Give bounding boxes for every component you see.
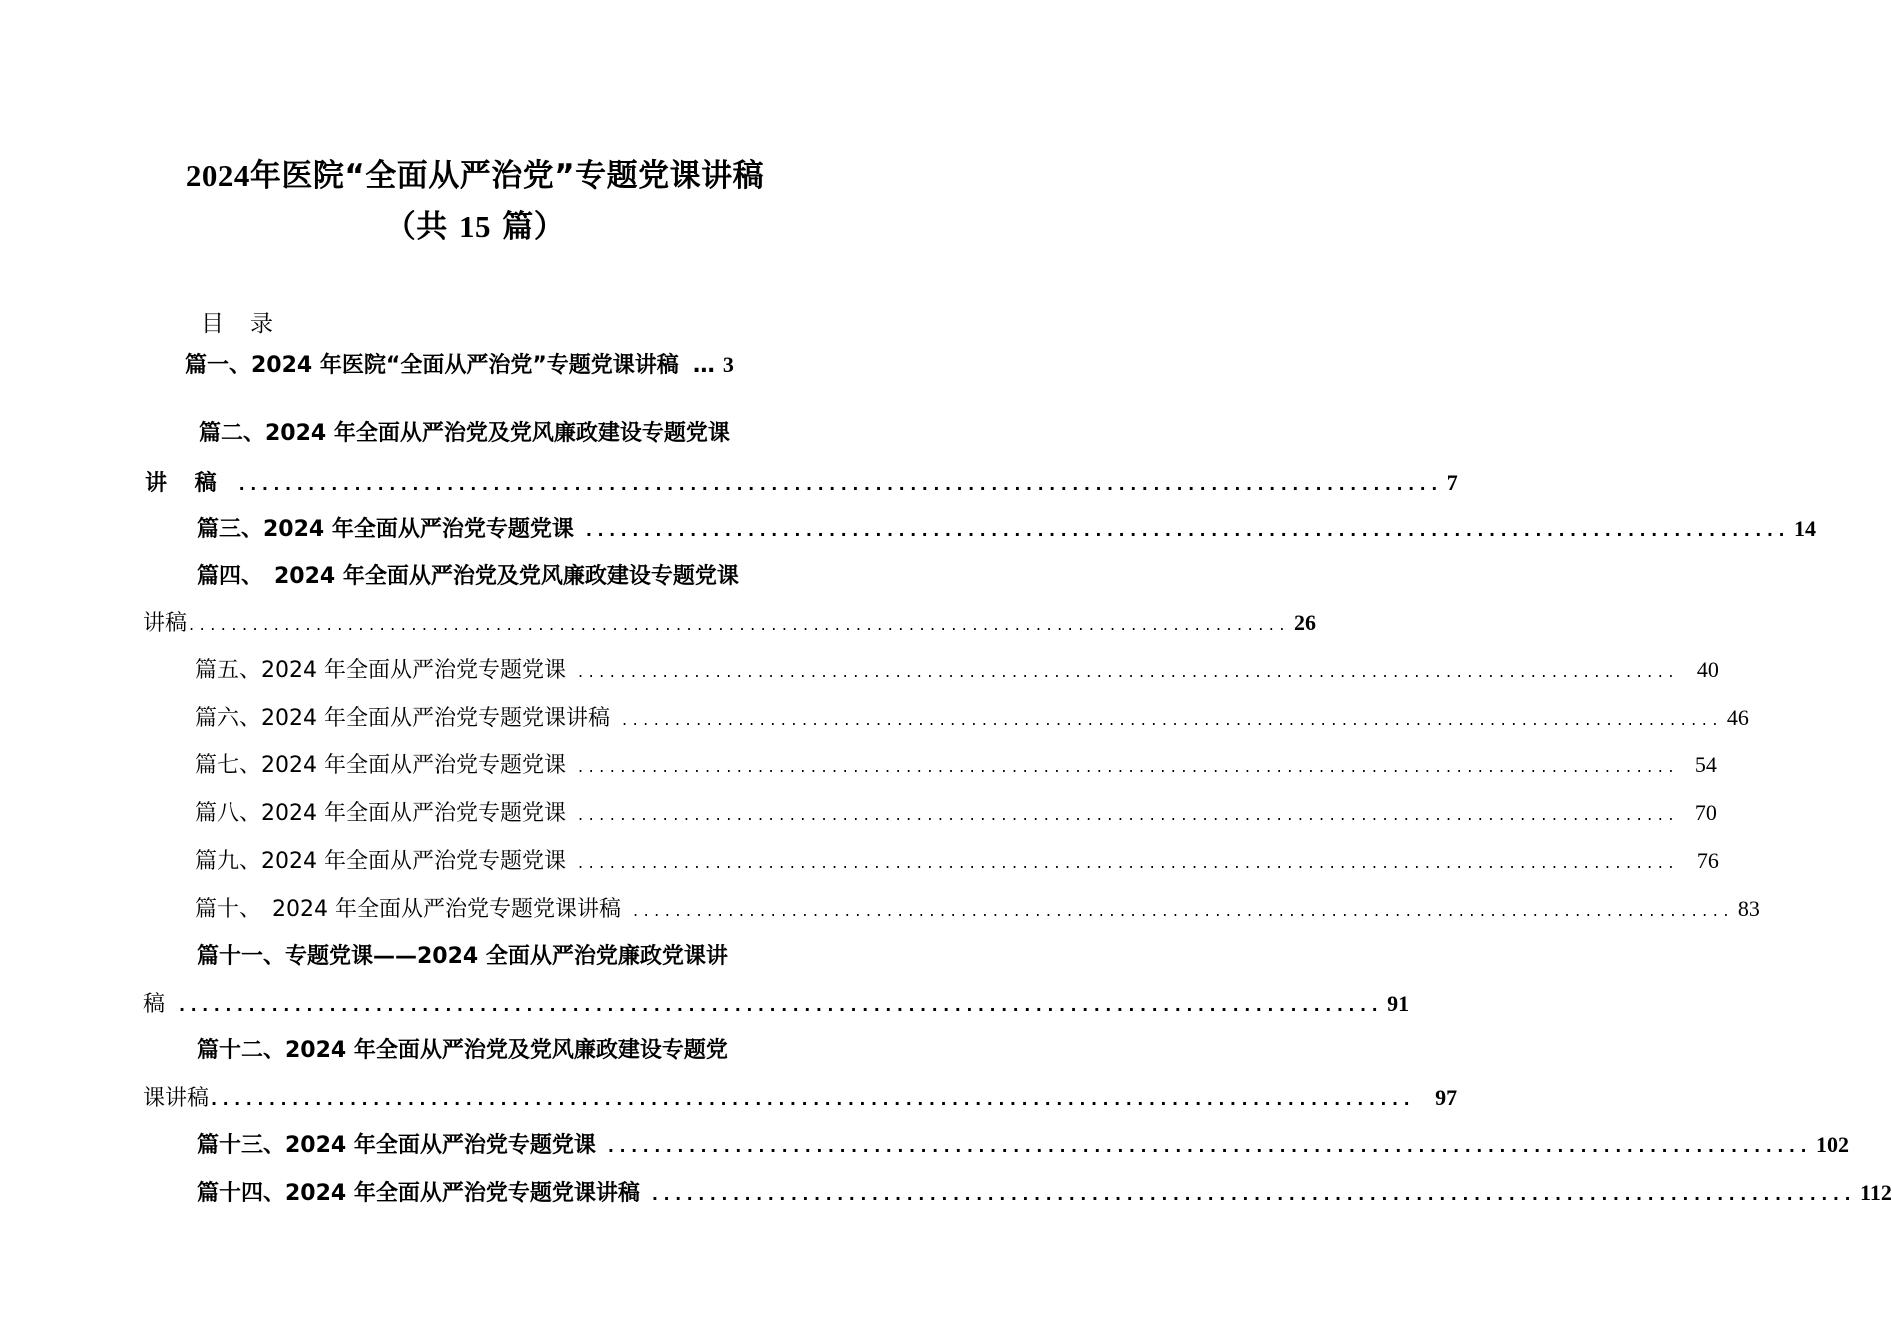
toc-leader-dots: ........................................................................................................ [577,853,1679,872]
toc-entry-title-cont: 讲 稿 [145,471,227,496]
toc-entry-12-continued[interactable] [143,1081,1458,1112]
toc-entry-6[interactable] [195,701,1749,732]
toc-entry-title-cont: 稿 [143,992,166,1017]
toc-entry-title: 篇六、2024 年全面从严治党专题党课讲稿 [195,706,610,731]
toc-entry-12[interactable] [197,1033,728,1064]
toc-entry-2-continued[interactable] [145,466,1458,497]
title-count-number: 15 [459,209,491,244]
toc-leader-dots: ........................................................................................................ [179,996,1384,1015]
toc-entry-title-cont: 课讲稿 [143,1086,210,1111]
toc-entry-page: 91 [1387,991,1410,1016]
toc-entry-title: 篇十一、专题党课——2024 全面从严治党廉政党课讲 [197,944,728,969]
toc-entry-title: 篇十四、2024 年全面从严治党专题党课讲稿 [197,1181,640,1206]
toc-entry-page: 54 [1694,752,1717,777]
toc-entry-4[interactable] [197,559,739,590]
title-count-close: 篇） [491,209,566,245]
toc-entry-8[interactable] [195,796,1717,827]
toc-entry-title: 篇十二、2024 年全面从严治党及党风廉政建设专题党 [197,1038,728,1063]
toc-leader-dots: ........................................................................................................ [577,757,1679,776]
toc-leader-dots: ........................................................................................................ [577,662,1679,681]
toc-entry-page: 40 [1696,657,1719,682]
toc-entry-13[interactable] [197,1128,1850,1159]
toc-entry-11-continued[interactable] [143,987,1410,1018]
toc-leader-dots: ........................................................................................................ [211,1090,1416,1109]
toc-entry-page: 14 [1794,516,1817,541]
title-text: 年医院“全面从严治党”专题党课讲稿 [249,158,765,194]
toc-entry-10[interactable] [195,892,1760,923]
toc-entry-9[interactable] [195,844,1719,875]
toc-leader-dots: ........................................................................................................ [632,901,1734,920]
title-year: 2024 [185,158,250,193]
toc-leader-dots: ........................................................................................................ [585,521,1791,540]
toc-heading-char-2: 录 [250,311,277,337]
toc-entry-3[interactable] [197,512,1817,543]
document-title-line-1 [0,150,950,195]
toc-entry-page: 102 [1816,1132,1850,1157]
toc-entry-title: 篇二、2024 年全面从严治党及党风廉政建设专题党课 [199,421,730,446]
toc-entry-1[interactable] [185,348,803,379]
toc-entry-title-cont: 讲稿 [143,611,188,636]
toc-leader-dots: ........................................................................................................ [651,1185,1857,1204]
toc-entry-page: 112 [1860,1180,1892,1205]
toc-leader-dots: ........................................................................................................ [238,475,1443,494]
toc-entry-title: 篇八、2024 年全面从严治党专题党课 [195,801,566,826]
toc-entry-5[interactable] [195,653,1719,684]
toc-entry-title: 篇一、2024 年医院“全面从严治党”专题党课讲稿 [185,353,679,378]
toc-entry-title: 篇三、2024 年全面从严治党专题党课 [197,517,574,542]
toc-leader-dots: ........................................................................................................ [577,805,1679,824]
toc-heading [201,305,277,338]
toc-entry-page: 46 [1726,705,1749,730]
toc-entry-4-continued[interactable] [143,606,1316,637]
toc-entry-11[interactable] [197,939,728,970]
toc-entry-title: 篇五、2024 年全面从严治党专题党课 [195,658,566,683]
toc-entry-title: 篇九、2024 年全面从严治党专题党课 [195,849,566,874]
title-count-open: （共 [384,209,459,245]
toc-entry-page: 26 [1293,610,1316,635]
toc-entry-2[interactable] [199,416,730,447]
toc-entry-page: 97 [1435,1085,1458,1110]
toc-leader-dots: ........................................................................................................ [607,1137,1813,1156]
toc-entry-title: 篇十三、2024 年全面从严治党专题党课 [197,1133,596,1158]
toc-entry-title: 篇十、 2024 年全面从严治党专题党课讲稿 [195,897,621,922]
toc-heading-char-1: 目 [201,311,228,337]
toc-entry-7[interactable] [195,748,1717,779]
toc-entry-title: 篇四、 2024 年全面从严治党及党风廉政建设专题党课 [197,564,739,589]
toc-entry-page: 70 [1694,800,1717,825]
toc-entry-page: 3 [722,352,734,377]
toc-entry-title: 篇七、2024 年全面从严治党专题党课 [195,753,566,778]
toc-leader-dots: ........................................................................................................ [621,710,1723,729]
toc-entry-page: 83 [1737,896,1760,921]
toc-entry-page: 76 [1696,848,1719,873]
toc-entry-14[interactable] [197,1176,1892,1207]
document-title-line-2 [0,201,950,246]
toc-leader-dots: ........................................................................................................ [189,615,1290,634]
toc-entry-page: 7 [1446,470,1458,495]
toc-entry-ellipsis: … [692,353,715,378]
